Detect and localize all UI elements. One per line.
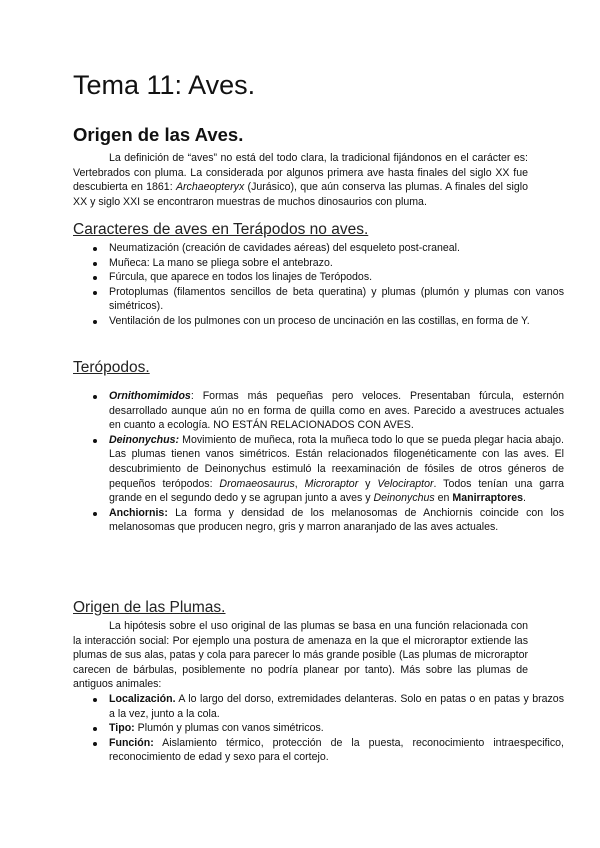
document-title: Tema 11: Aves. — [73, 70, 256, 100]
paragraph-origen-plumas: La hipótesis sobre el uso original de las plumas se basa en una función relacionada con la interacción social: Por ejemplo una postura de amenaza en la que el microraptor extiende las plumas de sus alas, patas y cola para parecer lo más grande posible (Las plumas de microraptor carecen de bárbulas, posiblemente no podría planear por tanto). Más sobre las plumas de antiguos animales: — [73, 620, 528, 691]
list-item — [109, 692, 564, 721]
text: (Jurásico), que aún conserva las plumas. A finales del siglo XX y siglo XXI se encontraron muestras de muchos dinosaurios con pluma. — [73, 181, 528, 208]
list-item — [109, 736, 564, 765]
term: Tipo: — [109, 722, 135, 735]
teropodos-list — [73, 389, 564, 535]
list-item-anchiornis — [109, 506, 564, 535]
list-item: Ventilación de los pulmones con un proceso de uncinación en las costillas, en forma de Y. — [109, 314, 564, 329]
term: Ornithomimidos — [109, 390, 191, 402]
list-item: Neumatización (creación de cavidades aéreas) del esqueleto post-craneal. — [109, 241, 564, 256]
text: Aislamiento térmico, protección de la puesta, reconocimiento intraespecifico, reconocimiento de edad y sexo para el cortejo. — [109, 736, 564, 764]
plumas-list — [73, 692, 564, 765]
italic-term: Velociraptor — [377, 477, 434, 490]
italic-term: Dromaeosaurus — [219, 477, 295, 490]
text: A lo largo del dorso, extremidades delanteras. Solo en patas o en patas y brazos a la vez, junto a la cola. — [109, 693, 564, 720]
list-item-deinonychus — [109, 433, 564, 506]
bold-term: Manirraptores — [452, 492, 524, 505]
term: Deinonychus: — [109, 433, 180, 446]
heading-teropodos: Terópodos. — [73, 359, 150, 376]
list-item: Protoplumas (filamentos sencillos de beta queratina) y plumas (plumón y plumas con vanos simétricos). — [109, 285, 564, 313]
text: . — [523, 492, 526, 505]
italic-term: Microraptor — [304, 477, 359, 490]
text: : Formas más pequeñas pero veloces. Presentaban fúrcula, esternón desarrollado aunque aún no en forma de quilla como en aves. Parecido a avestruces actuales en cuanto a ecología. NO ESTÁN RELACIONADOS CON AVES. — [109, 390, 564, 432]
list-item: Fúrcula, que aparece en todos los linajes de Terópodos. — [109, 270, 564, 285]
heading-caracteres: Caracteres de aves en Terápodos no aves. — [73, 221, 369, 238]
heading-origen-plumas: Origen de las Plumas. — [73, 599, 226, 616]
term: Localización. — [109, 693, 176, 705]
heading-origen-aves: Origen de las Aves. — [73, 124, 244, 145]
italic-term: Deinonychus — [373, 492, 435, 505]
list-item — [109, 721, 564, 736]
paragraph-origen-aves — [73, 151, 528, 209]
term: Anchiornis: — [109, 506, 168, 519]
text: Movimiento de muñeca, rota la muñeca todo lo que se pueda plegar hacia abajo. Las plumas tienen vanos simétricos. Están relacionados filogenéticamente con las aves. El descubrimiento de Deinonychus estimuló la reexaminación de fósiles de otros géneros de pequeños terópodos: — [109, 433, 564, 490]
text: en — [434, 492, 453, 505]
text: La forma y densidad de los melanosomas de Anchiornis coincide con los melanosomas que producen negro, gris y marron anaranjado de las aves actuales. — [109, 506, 564, 534]
caracteres-list — [73, 241, 564, 329]
list-item: Muñeca: La mano se pliega sobre el antebrazo. — [109, 256, 564, 271]
italic-term: Archaeopteryx — [175, 181, 245, 194]
text: y — [358, 477, 378, 490]
list-item-ornithomimidos — [109, 389, 564, 433]
text: Plumón y plumas con vanos simétricos. — [134, 722, 324, 735]
text: . Todos tenían una garra grande en el segundo dedo y se agrupan junto a aves y — [109, 477, 565, 505]
text: , — [294, 477, 305, 490]
text: La definición de “aves” no está del todo clara, la tradicional fijándonos en el carácter es: Vertebrados con pluma. La considerada por algunos primera ave hasta finales del siglo XX fue descubierta en 1861: — [73, 152, 528, 194]
term: Función: — [109, 736, 154, 749]
